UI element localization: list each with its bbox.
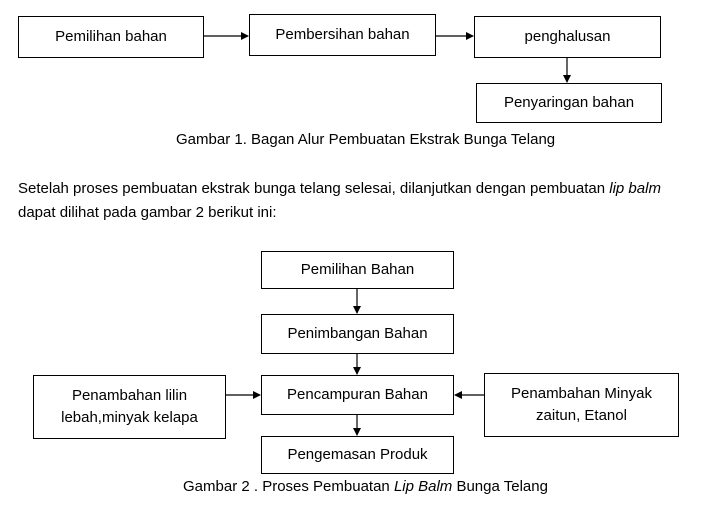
paragraph-text: Setelah proses pembuatan ekstrak bunga telang selesai, dilanjutkan dengan pembuatan [18,180,610,197]
paragraph-line-2: dapat dilihat pada gambar 2 berikut ini: [18,204,277,221]
input-label-line1: Penambahan Minyak [511,385,652,402]
caption-text: Gambar 2 . Proses Pembuatan [183,478,394,495]
input-label-line2: zaitun, Etanol [536,407,627,424]
input-label-line1: Penambahan lilin [71,387,188,404]
step-label: Pengemasan Produk [287,446,428,463]
input-label-line2: lebah,minyak kelapa [61,409,198,426]
caption-text-end: Bunga Telang [452,478,548,495]
step-label: Pemilihan Bahan [300,261,415,278]
caption-italic-term: Lip Balm [393,478,453,495]
step-label: Pencampuran Bahan [287,386,428,403]
figure1-caption: Gambar 1. Bagan Alur Pembuatan Ekstrak Bunga Telang [176,131,556,148]
step-label: penghalusan [524,28,611,45]
step-label: Penyaringan bahan [503,94,635,111]
step-label: Pemilihan bahan [55,28,167,45]
paragraph-italic-term: lip balm [609,180,661,197]
step-label: Pembersihan bahan [275,26,410,43]
step-label: Penimbangan Bahan [287,325,428,342]
